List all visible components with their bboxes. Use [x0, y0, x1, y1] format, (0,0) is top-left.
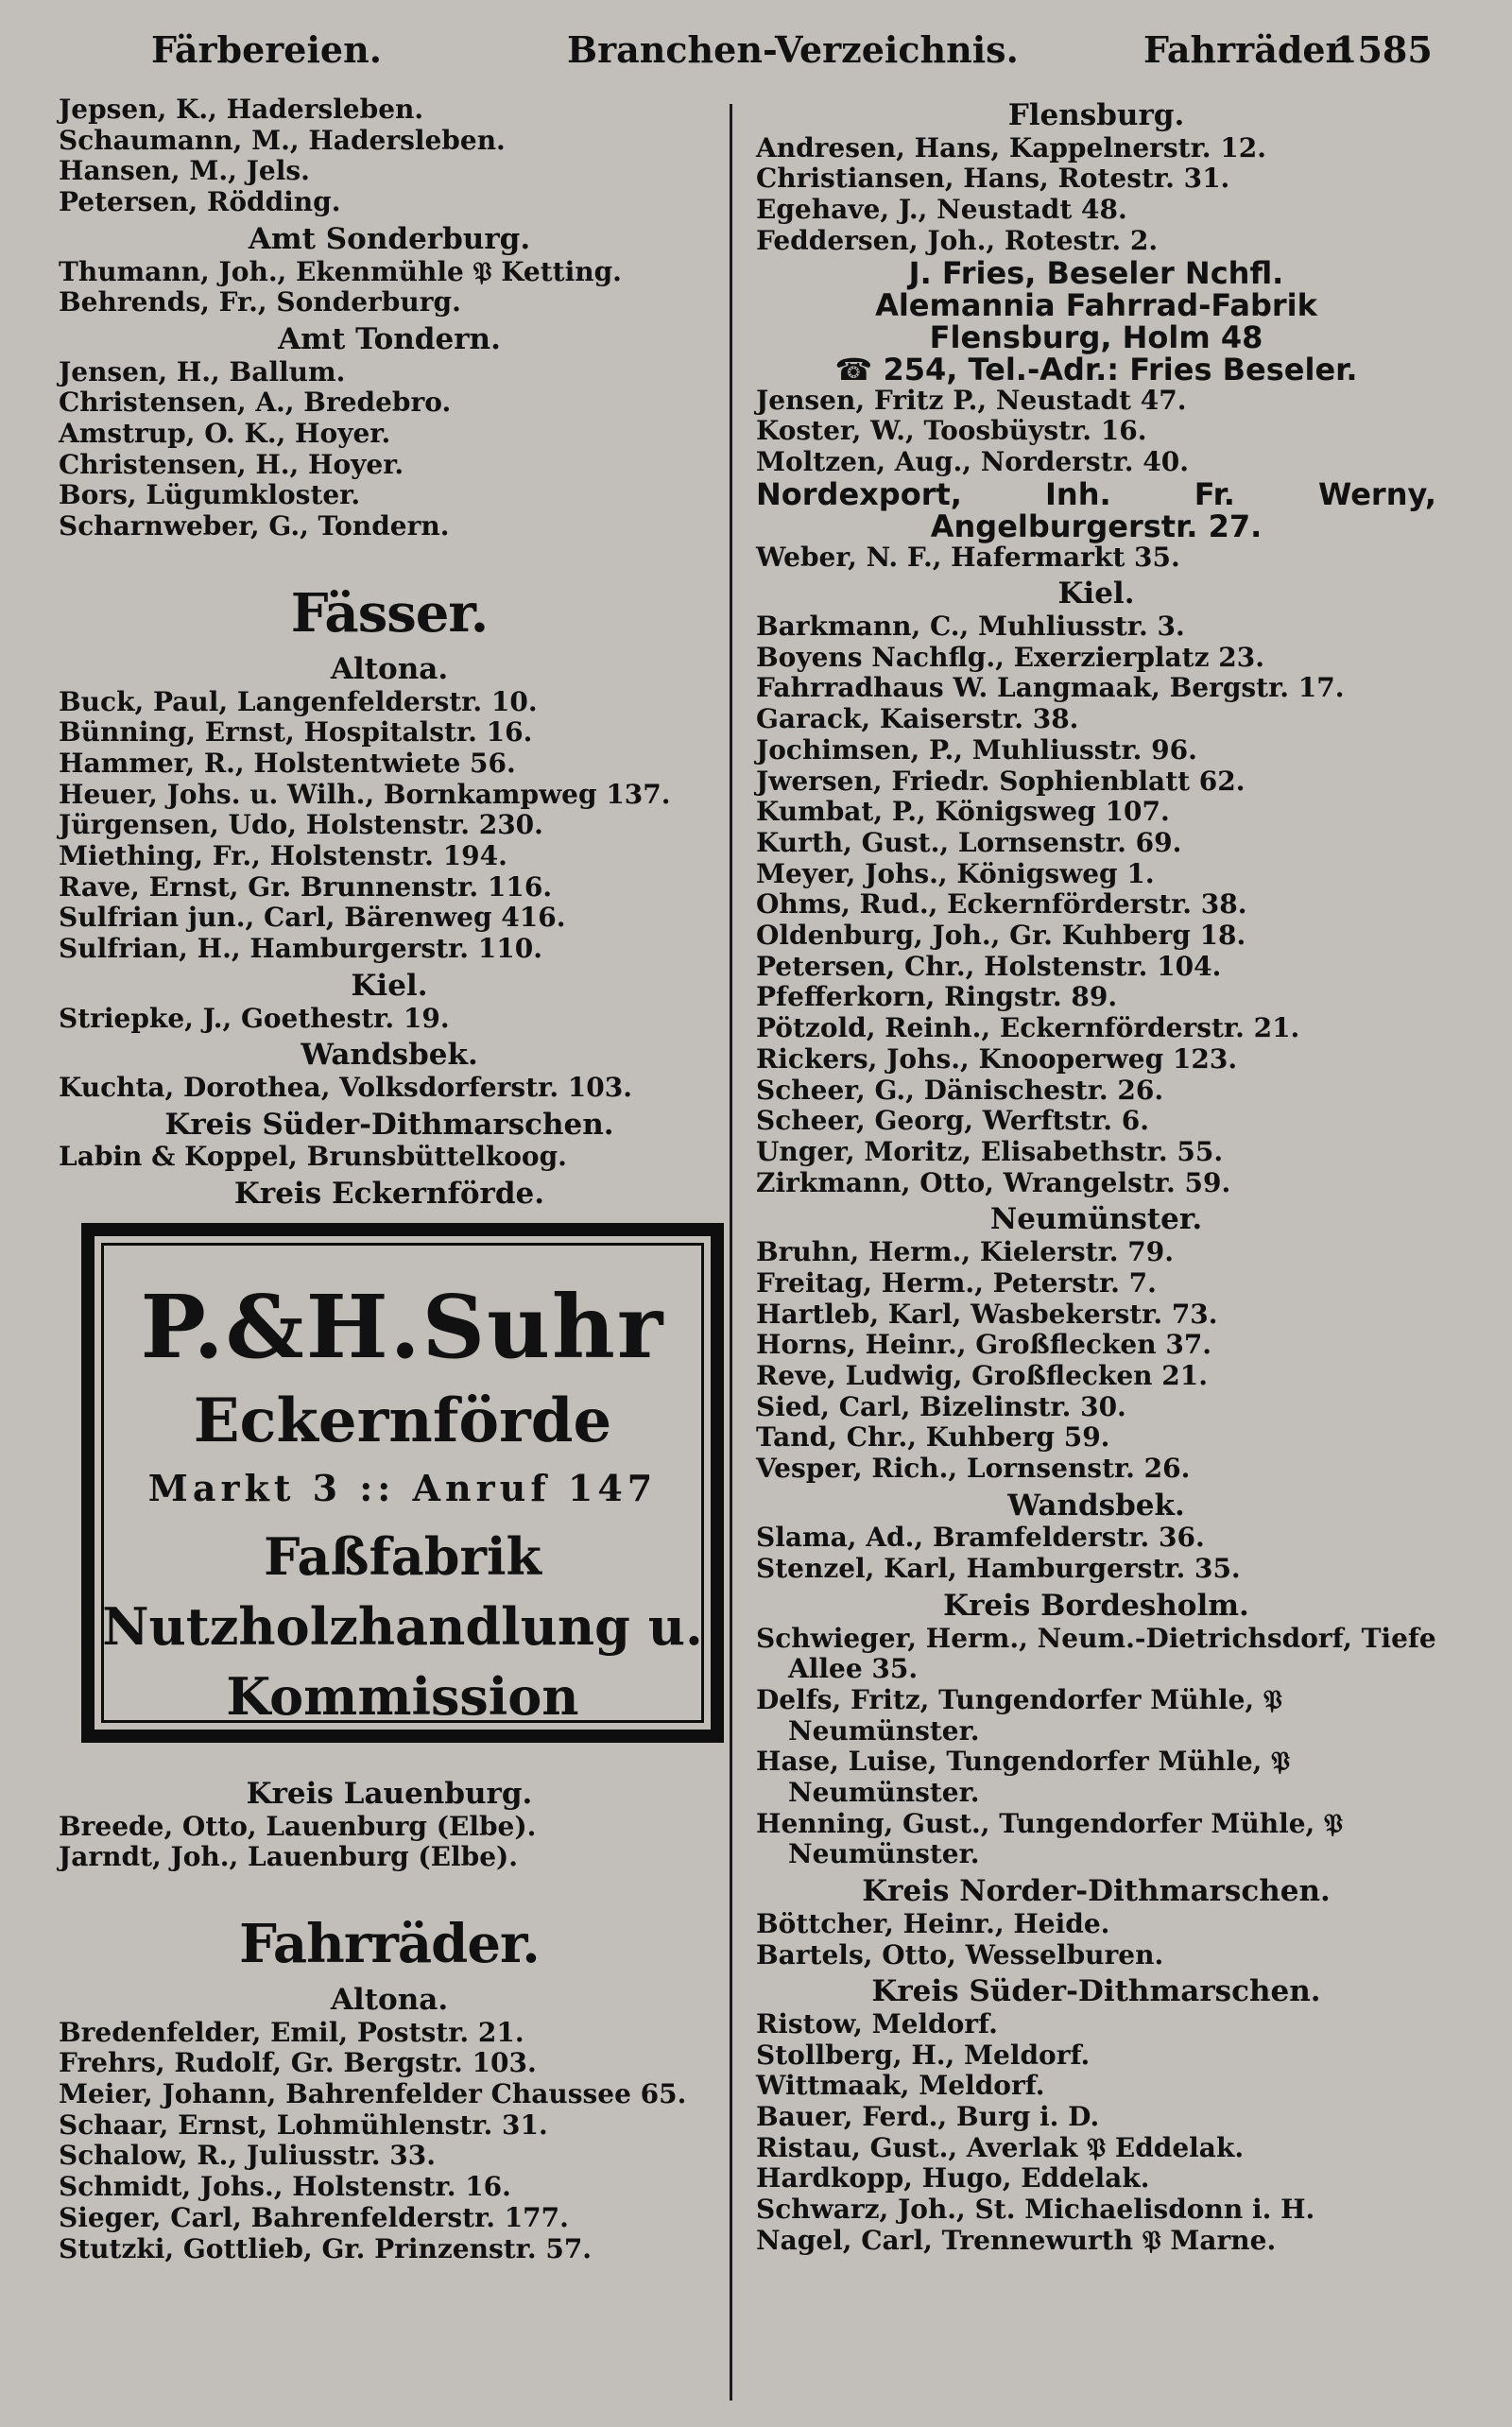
- header-right-category: Fahrräder.: [1143, 28, 1354, 71]
- directory-entry: Horns, Heinr., Großflecken 37.: [756, 1329, 1212, 1361]
- directory-entry: Koster, W., Toosbüystr. 16.: [756, 415, 1147, 447]
- directory-entry: Behrends, Fr., Sonderburg.: [59, 286, 461, 318]
- advert-line: Nordexport, Inh. Fr. Werny,: [756, 475, 1436, 512]
- page-header: [151, 28, 1433, 85]
- directory-entry: Christensen, H., Hoyer.: [59, 448, 404, 480]
- directory-entry: Kurth, Gust., Lornsenstr. 69.: [756, 826, 1182, 858]
- region-heading: Kreis Lauenburg.: [246, 1776, 533, 1811]
- directory-entry: Slama, Ad., Bramfelderstr. 36.: [756, 1522, 1205, 1554]
- advert-line: Flensburg, Holm 48: [929, 318, 1263, 355]
- directory-entry: Ohms, Rud., Eckernförderstr. 38.: [756, 888, 1247, 921]
- directory-entry: Breede, Otto, Lauenburg (Elbe).: [59, 1810, 537, 1842]
- directory-entry: Miething, Fr., Holstenstr. 194.: [59, 840, 507, 872]
- directory-entry: Christensen, A., Bredebro.: [59, 387, 452, 419]
- directory-entry: Hardkopp, Hugo, Eddelak.: [756, 2162, 1150, 2195]
- directory-entry: Thumann, Joh., Ekenmühle 𝔓 Ketting.: [59, 255, 622, 287]
- region-heading: Altona.: [330, 1982, 449, 2017]
- advert-line: Alemannia Fahrrad-Fabrik: [875, 286, 1317, 323]
- directory-entry: Frehrs, Rudolf, Gr. Bergstr. 103.: [59, 2047, 537, 2079]
- directory-entry: Meier, Johann, Bahrenfelder Chaussee 65.: [59, 2078, 687, 2110]
- advert-line: ☎ 254, Tel.-Adr.: Fries Beseler.: [834, 351, 1358, 387]
- directory-entry: Amstrup, O. K., Hoyer.: [59, 418, 391, 450]
- directory-entry: Tand, Chr., Kuhberg 59.: [756, 1421, 1110, 1454]
- directory-entry: Sied, Carl, Bizelinstr. 30.: [756, 1390, 1126, 1422]
- column-divider: [730, 104, 732, 2401]
- directory-entry: Stutzki, Gottlieb, Gr. Prinzenstr. 57.: [59, 2232, 593, 2264]
- directory-entry: Wittmaak, Meldorf.: [756, 2070, 1045, 2102]
- directory-entry: Pfefferkorn, Ringstr. 89.: [756, 981, 1118, 1013]
- region-heading: Amt Sonderburg.: [248, 221, 531, 256]
- directory-entry: Böttcher, Heinr., Heide.: [756, 1907, 1110, 1939]
- section-heading: Fässer.: [290, 581, 489, 645]
- directory-entry: Hartleb, Karl, Wasbekerstr. 73.: [756, 1298, 1218, 1330]
- directory-entry: Rave, Ernst, Gr. Brunnenstr. 116.: [59, 870, 553, 903]
- directory-entry: Jarndt, Joh., Lauenburg (Elbe).: [59, 1841, 519, 1873]
- directory-entry: Jepsen, K., Hadersleben.: [59, 94, 424, 125]
- directory-entry: Freitag, Herm., Peterstr. 7.: [756, 1266, 1157, 1299]
- advert-line: Angelburgerstr. 27.: [930, 508, 1263, 544]
- directory-entry: Bartels, Otto, Wesselburen.: [756, 1938, 1164, 1971]
- directory-entry: Bauer, Ferd., Burg i. D.: [756, 2101, 1100, 2133]
- directory-entry: Delfs, Fritz, Tungendorfer Mühle, 𝔓 Neumünster.: [756, 1683, 1282, 1747]
- page-number: 1585: [1332, 28, 1433, 71]
- region-heading: Amt Tondern.: [278, 321, 501, 356]
- directory-entry: Pötzold, Reinh., Eckernförderstr. 21.: [756, 1012, 1300, 1044]
- directory-entry: Striepke, J., Goethestr. 19.: [59, 1002, 450, 1034]
- directory-entry: Schwarz, Joh., St. Michaelisdonn i. H.: [756, 2194, 1315, 2226]
- directory-entry: Henning, Gust., Tungendorfer Mühle, 𝔓 Neumünster.: [756, 1807, 1343, 1870]
- advert-line-1: Faßfabrik: [264, 1525, 541, 1587]
- directory-entry: Fahrradhaus W. Langmaak, Bergstr. 17.: [756, 672, 1345, 704]
- directory-entry: Jensen, Fritz P., Neustadt 47.: [756, 384, 1187, 416]
- directory-entry: Hase, Luise, Tungendorfer Mühle, 𝔓 Neumünster.: [756, 1746, 1291, 1809]
- region-heading: Flensburg.: [1007, 98, 1185, 132]
- directory-entry: Egehave, J., Neustadt 48.: [756, 194, 1127, 226]
- directory-entry: Zirkmann, Otto, Wrangelstr. 59.: [756, 1166, 1231, 1198]
- advert-address: Markt 3 :: Anruf 147: [147, 1466, 658, 1509]
- section-heading: Fahrräder.: [239, 1912, 540, 1975]
- directory-entry: Scharnweber, G., Tondern.: [59, 510, 450, 542]
- directory-entry: Schaumann, M., Hadersleben.: [59, 124, 506, 156]
- region-heading: Kreis Eckernförde.: [233, 1177, 545, 1212]
- directory-entry: Jochimsen, P., Muhliusstr. 96.: [756, 733, 1197, 766]
- directory-entry: Sulfrian jun., Carl, Bärenweg 416.: [59, 902, 566, 934]
- directory-entry: Sulfrian, H., Hamburgerstr. 110.: [59, 933, 542, 965]
- directory-entry: Vesper, Rich., Lornsenstr. 26.: [756, 1453, 1191, 1485]
- advert-line-3: Kommission: [226, 1665, 579, 1727]
- directory-entry: Nagel, Carl, Trennewurth 𝔓 Marne.: [756, 2224, 1277, 2256]
- directory-entry: Reve, Ludwig, Großflecken 21.: [756, 1359, 1208, 1391]
- directory-entry: Jensen, H., Ballum.: [59, 355, 346, 387]
- directory-entry: Barkmann, C., Muhliusstr. 3.: [756, 611, 1185, 643]
- region-heading: Neumünster.: [989, 1202, 1203, 1237]
- region-heading: Kreis Süder-Dithmarschen.: [871, 1974, 1321, 2009]
- directory-entry: Schwieger, Herm., Neum.-Dietrichsdorf, Tiefe Allee 35.: [756, 1622, 1436, 1685]
- region-heading: Kiel.: [351, 968, 428, 1003]
- header-left-category: Färbereien.: [151, 28, 382, 71]
- directory-entry: Hammer, R., Holstentwiete 56.: [59, 747, 516, 779]
- directory-entry: Bredenfelder, Emil, Poststr. 21.: [59, 2016, 524, 2048]
- directory-entry: Meyer, Johs., Königsweg 1.: [756, 857, 1155, 889]
- directory-entry: Kumbat, P., Königsweg 107.: [756, 796, 1170, 828]
- directory-entry: Labin & Koppel, Brunsbüttelkoog.: [59, 1141, 567, 1173]
- region-heading: Kiel.: [1057, 577, 1135, 611]
- directory-entry: Rickers, Johs., Knooperweg 123.: [756, 1042, 1238, 1075]
- header-title: Branchen-Verzeichnis.: [567, 28, 1019, 71]
- directory-entry: Scheer, G., Dänischestr. 26.: [756, 1074, 1164, 1106]
- directory-entry: Scheer, Georg, Werftstr. 6.: [756, 1105, 1150, 1137]
- directory-entry: Ristow, Meldorf.: [756, 2007, 998, 2040]
- advert-line: J. Fries, Beseler Nchfl.: [908, 254, 1284, 291]
- directory-entry: Heuer, Johs. u. Wilh., Bornkampweg 137.: [59, 778, 671, 810]
- region-heading: Wandsbek.: [1007, 1488, 1185, 1523]
- directory-entry: Unger, Moritz, Elisabethstr. 55.: [756, 1135, 1224, 1167]
- directory-entry: Ristau, Gust., Averlak 𝔓 Eddelak.: [756, 2131, 1245, 2163]
- region-heading: Wandsbek.: [301, 1038, 478, 1073]
- directory-entry: Garack, Kaiserstr. 38.: [756, 703, 1079, 735]
- advert-line-2: Nutzholzhandlung u.: [102, 1595, 703, 1657]
- directory-entry: Schalow, R., Juliusstr. 33.: [59, 2140, 436, 2172]
- advert-company-name: P.&H.Suhr: [140, 1275, 665, 1378]
- directory-entry: Christiansen, Hans, Rotestr. 31.: [756, 163, 1230, 195]
- directory-entry: Buck, Paul, Langenfelderstr. 10.: [59, 685, 538, 717]
- directory-entry: Bünning, Ernst, Hospitalstr. 16.: [59, 716, 533, 749]
- directory-entry: Moltzen, Aug., Norderstr. 40.: [756, 445, 1189, 477]
- region-heading: Kreis Norder-Dithmarschen.: [862, 1874, 1331, 1909]
- directory-entry: Bruhn, Herm., Kielerstr. 79.: [756, 1236, 1174, 1268]
- right-column: [756, 95, 1436, 2257]
- directory-entry: Kuchta, Dorothea, Volksdorferstr. 103.: [59, 1071, 633, 1103]
- suhr-advertisement: [81, 1223, 724, 1743]
- directory-entry: Hansen, M., Jels.: [59, 155, 310, 187]
- left-column: [59, 95, 720, 2264]
- advert-town: Eckernförde: [193, 1385, 612, 1456]
- directory-entry: Stollberg, H., Meldorf.: [756, 2039, 1091, 2071]
- directory-entry: Bors, Lügumkloster.: [59, 479, 361, 511]
- directory-entry: Sieger, Carl, Bahrenfelderstr. 177.: [59, 2201, 569, 2233]
- directory-entry: Oldenburg, Joh., Gr. Kuhberg 18.: [756, 920, 1246, 952]
- directory-entry: Feddersen, Joh., Rotestr. 2.: [756, 224, 1159, 256]
- directory-entry: Petersen, Rödding.: [59, 186, 341, 218]
- directory-entry: Schmidt, Johs., Holstenstr. 16.: [59, 2171, 511, 2203]
- region-heading: Kreis Süder-Dithmarschen.: [164, 1107, 614, 1142]
- directory-entry: Andresen, Hans, Kappelnerstr. 12.: [756, 131, 1266, 164]
- directory-entry: Stenzel, Karl, Hamburgerstr. 35.: [756, 1553, 1241, 1585]
- region-heading: Kreis Bordesholm.: [943, 1588, 1249, 1623]
- directory-entry: Jwersen, Friedr. Sophienblatt 62.: [756, 765, 1246, 797]
- directory-entry: Jürgensen, Udo, Holstenstr. 230.: [59, 809, 543, 841]
- directory-entry: Petersen, Chr., Holstenstr. 104.: [756, 950, 1222, 982]
- directory-entry: Boyens Nachflg., Exerzierplatz 23.: [756, 641, 1264, 673]
- directory-entry: Schaar, Ernst, Lohmühlenstr. 31.: [59, 2109, 548, 2141]
- directory-entry: Weber, N. F., Hafermarkt 35.: [756, 541, 1180, 573]
- region-heading: Altona.: [330, 651, 449, 686]
